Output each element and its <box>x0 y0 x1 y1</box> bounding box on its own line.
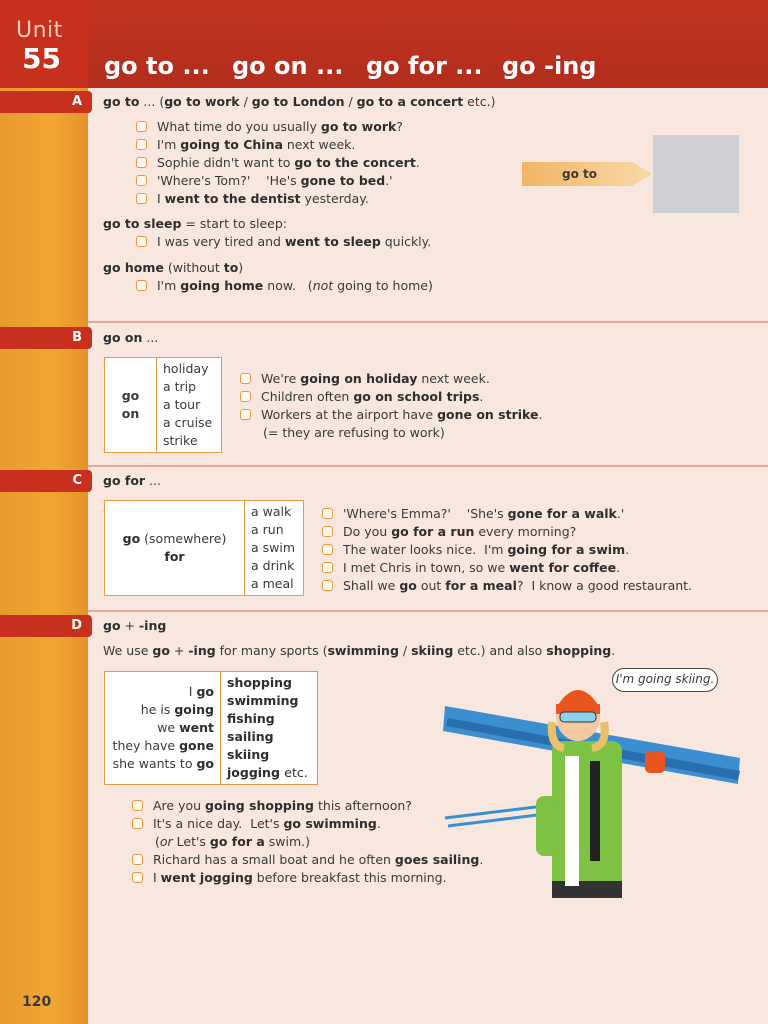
example-c-3: The water looks nice. I'm going for a swim. <box>322 542 629 557</box>
example-d-4: I went jogging before breakfast this morning. <box>132 870 447 885</box>
illustration-placeholder <box>653 135 739 213</box>
sidebar <box>0 0 88 1024</box>
skier-illustration <box>440 676 750 898</box>
checkbox-icon <box>132 854 143 865</box>
example-b-2: Children often go on school trips. <box>240 389 483 404</box>
example-c-2: Do you go for a run every morning? <box>322 524 576 539</box>
example-d-1: Are you going shopping this afternoon? <box>132 798 412 813</box>
title-go-ing: go -ing <box>502 52 597 80</box>
section-b-heading: go on ... <box>103 330 159 345</box>
section-d-heading: go + -ing <box>103 618 167 633</box>
example-a-home: I'm going home now. (not going to home) <box>136 278 433 293</box>
title-go-on: go on ... <box>232 52 344 80</box>
title-go-for: go for ... <box>366 52 483 80</box>
example-a-sleep: I was very tired and went to sleep quickly. <box>136 234 431 249</box>
go-on-table <box>104 357 222 453</box>
checkbox-icon <box>240 373 251 384</box>
example-c-1: 'Where's Emma?' 'She's gone for a walk.' <box>322 506 624 521</box>
checkbox-icon <box>240 409 251 420</box>
unit-block <box>0 0 88 88</box>
title-go-to: go to ... <box>104 52 210 80</box>
example-b-1: We're going on holiday next week. <box>240 371 490 386</box>
example-c-5: Shall we go out for a meal? I know a good restaurant. <box>322 578 692 593</box>
go-to-arrow-icon <box>522 162 652 186</box>
divider <box>88 465 768 467</box>
go-for-items: a walk a run a swim a drink a meal <box>245 501 304 596</box>
speech-bubble: I'm going skiing. <box>612 668 718 692</box>
go-for-label: go (somewhere) for <box>105 501 245 596</box>
example-d-2-note: (or Let's go for a swim.) <box>155 834 311 849</box>
checkbox-icon <box>136 175 147 186</box>
go-on-items: holiday a trip a tour a cruise strike <box>157 358 222 453</box>
go-forms: I go he is going we went they have gone she wants to go <box>105 672 221 785</box>
example-d-3: Richard has a small boat and he often goes sailing. <box>132 852 483 867</box>
checkbox-icon <box>136 157 147 168</box>
unit-number: 55 <box>22 42 61 75</box>
example-a-4: 'Where's Tom?' 'He's gone to bed.' <box>136 173 393 188</box>
checkbox-icon <box>132 800 143 811</box>
checkbox-icon <box>322 526 333 537</box>
example-c-4: I met Chris in town, so we went for coffee. <box>322 560 620 575</box>
divider <box>88 610 768 612</box>
section-tab-a: A <box>0 91 92 113</box>
section-d-intro: We use go + -ing for many sports (swimming / skiing etc.) and also shopping. <box>103 643 616 658</box>
checkbox-icon <box>136 121 147 132</box>
go-for-table <box>104 500 304 596</box>
go-to-sleep-heading: go to sleep = start to sleep: <box>103 216 287 231</box>
go-ing-table <box>104 671 318 785</box>
checkbox-icon <box>240 391 251 402</box>
example-a-5: I went to the dentist yesterday. <box>136 191 369 206</box>
checkbox-icon <box>136 193 147 204</box>
example-a-1: What time do you usually go to work? <box>136 119 403 134</box>
example-b-note: (= they are refusing to work) <box>263 425 445 440</box>
page-title <box>88 0 768 88</box>
go-on-label: go on <box>105 358 157 453</box>
checkbox-icon <box>136 139 147 150</box>
section-tab-b: B <box>0 327 92 349</box>
go-home-heading: go home (without to) <box>103 260 244 275</box>
unit-label: Unit <box>16 18 63 43</box>
checkbox-icon <box>132 818 143 829</box>
page-number: 120 <box>22 994 52 1010</box>
checkbox-icon <box>132 872 143 883</box>
checkbox-icon <box>136 280 147 291</box>
checkbox-icon <box>322 544 333 555</box>
section-tab-c: C <box>0 470 92 492</box>
checkbox-icon <box>322 562 333 573</box>
example-b-3: Workers at the airport have gone on strike. <box>240 407 542 422</box>
section-tab-d: D <box>0 615 92 637</box>
section-a-heading: go to ... (go to work / go to London / go to a concert etc.) <box>103 94 496 109</box>
checkbox-icon <box>136 236 147 247</box>
divider <box>88 321 768 323</box>
ing-activities: shopping swimming fishing sailing skiing jogging etc. <box>221 672 318 785</box>
section-c-heading: go for ... <box>103 473 161 488</box>
checkbox-icon <box>322 508 333 519</box>
arrow-label: go to <box>562 167 597 181</box>
example-d-2: It's a nice day. Let's go swimming. <box>132 816 381 831</box>
checkbox-icon <box>322 580 333 591</box>
example-a-2: I'm going to China next week. <box>136 137 355 152</box>
example-a-3: Sophie didn't want to go to the concert. <box>136 155 420 170</box>
